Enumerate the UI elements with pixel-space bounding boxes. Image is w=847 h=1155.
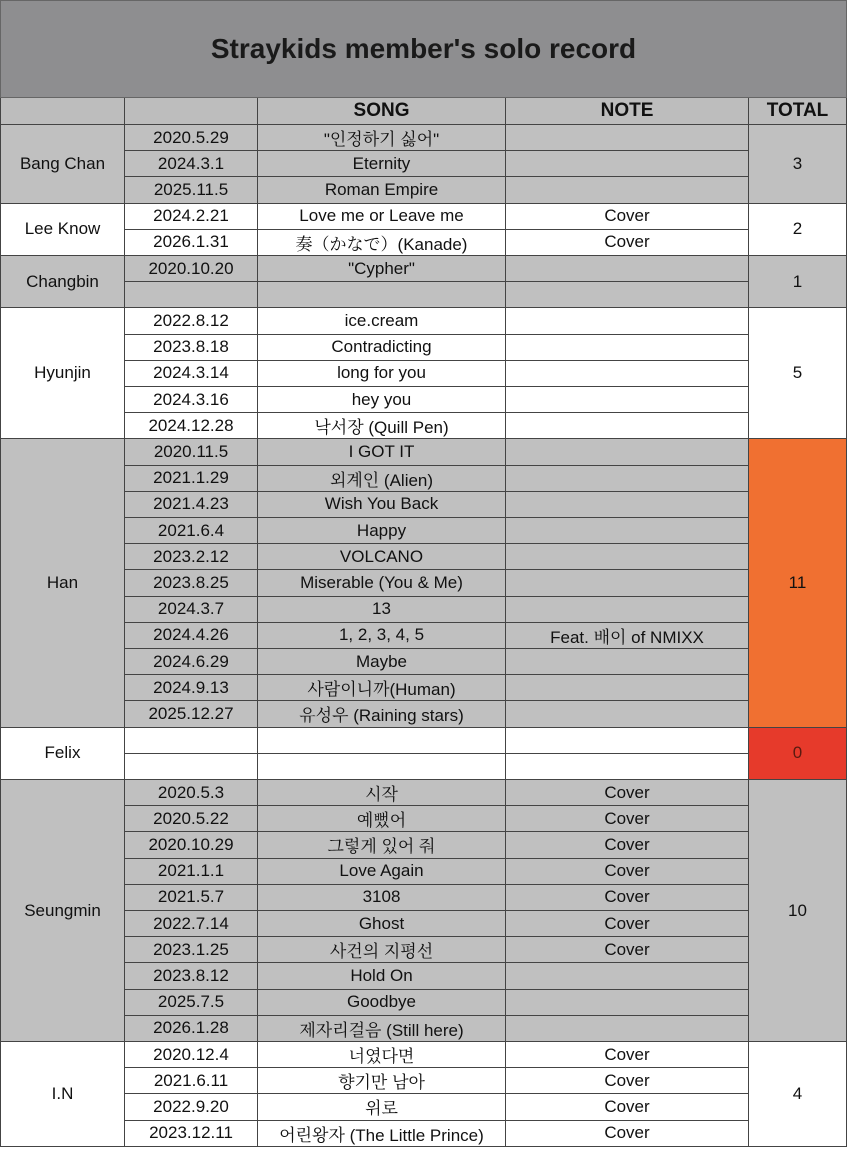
- song-title: 그렇게 있어 줘: [258, 832, 506, 858]
- release-date: 2024.12.28: [125, 413, 258, 439]
- song-note: [506, 335, 749, 361]
- song-note: [506, 308, 749, 334]
- song-title: 1, 2, 3, 4, 5: [258, 623, 506, 649]
- member-name: Hyunjin: [0, 308, 125, 439]
- song-note: Cover: [506, 937, 749, 963]
- song-title: Miserable (You & Me): [258, 570, 506, 596]
- song-title: 너였다면: [258, 1042, 506, 1068]
- release-date: 2022.8.12: [125, 308, 258, 334]
- song-note: [506, 570, 749, 596]
- song-title: Contradicting: [258, 335, 506, 361]
- song-note: [506, 728, 749, 754]
- song-note: [506, 256, 749, 282]
- song-note: [506, 492, 749, 518]
- song-title: 외계인 (Alien): [258, 466, 506, 492]
- song-note: [506, 387, 749, 413]
- song-title: 제자리걸음 (Still here): [258, 1016, 506, 1042]
- header-note: NOTE: [506, 98, 749, 125]
- release-date: 2020.5.29: [125, 125, 258, 151]
- song-title: [258, 282, 506, 308]
- header-total: TOTAL: [749, 98, 847, 125]
- release-date: 2020.10.20: [125, 256, 258, 282]
- song-note: [506, 177, 749, 203]
- member-total: 2: [749, 204, 847, 256]
- member-total: 1: [749, 256, 847, 308]
- song-note: Cover: [506, 230, 749, 256]
- song-note: Cover: [506, 911, 749, 937]
- member-name: I.N: [0, 1042, 125, 1147]
- member-total: 3: [749, 125, 847, 204]
- song-title: 사람이니까(Human): [258, 675, 506, 701]
- song-title: 낙서장 (Quill Pen): [258, 413, 506, 439]
- song-note: [506, 649, 749, 675]
- song-note: Cover: [506, 859, 749, 885]
- song-note: [506, 413, 749, 439]
- song-note: [506, 963, 749, 989]
- song-title: [258, 728, 506, 754]
- release-date: 2022.7.14: [125, 911, 258, 937]
- member-name: Felix: [0, 728, 125, 780]
- release-date: 2023.12.11: [125, 1121, 258, 1147]
- release-date: 2022.9.20: [125, 1094, 258, 1120]
- release-date: 2021.4.23: [125, 492, 258, 518]
- song-title: Roman Empire: [258, 177, 506, 203]
- release-date: 2024.2.21: [125, 204, 258, 230]
- release-date: 2024.9.13: [125, 675, 258, 701]
- song-title: 향기만 남아: [258, 1068, 506, 1094]
- release-date: 2025.7.5: [125, 990, 258, 1016]
- song-title: 예뻤어: [258, 806, 506, 832]
- song-note: Cover: [506, 832, 749, 858]
- song-title: Eternity: [258, 151, 506, 177]
- song-title: ice.cream: [258, 308, 506, 334]
- song-title: 3108: [258, 885, 506, 911]
- release-date: 2024.3.7: [125, 597, 258, 623]
- release-date: [125, 282, 258, 308]
- song-title: Love me or Leave me: [258, 204, 506, 230]
- song-title: Hold On: [258, 963, 506, 989]
- release-date: 2023.8.18: [125, 335, 258, 361]
- member-name: Changbin: [0, 256, 125, 308]
- song-title: Happy: [258, 518, 506, 544]
- header-date: [125, 98, 258, 125]
- release-date: 2024.3.16: [125, 387, 258, 413]
- header-blank: [0, 98, 125, 125]
- song-note: [506, 439, 749, 465]
- release-date: [125, 728, 258, 754]
- song-title: 시작: [258, 780, 506, 806]
- release-date: 2020.10.29: [125, 832, 258, 858]
- release-date: 2021.1.29: [125, 466, 258, 492]
- song-title: long for you: [258, 361, 506, 387]
- release-date: 2024.3.14: [125, 361, 258, 387]
- member-name: Bang Chan: [0, 125, 125, 204]
- member-name: Han: [0, 439, 125, 727]
- release-date: 2023.1.25: [125, 937, 258, 963]
- release-date: 2021.5.7: [125, 885, 258, 911]
- member-total: 10: [749, 780, 847, 1042]
- song-note: Cover: [506, 1121, 749, 1147]
- member-total: 4: [749, 1042, 847, 1147]
- song-title: hey you: [258, 387, 506, 413]
- release-date: 2025.11.5: [125, 177, 258, 203]
- release-date: 2024.3.1: [125, 151, 258, 177]
- song-title: 어린왕자 (The Little Prince): [258, 1121, 506, 1147]
- song-title: [258, 754, 506, 780]
- song-title: Maybe: [258, 649, 506, 675]
- song-title: 13: [258, 597, 506, 623]
- release-date: [125, 754, 258, 780]
- release-date: 2021.1.1: [125, 859, 258, 885]
- release-date: 2023.8.12: [125, 963, 258, 989]
- song-note: [506, 754, 749, 780]
- song-note: [506, 701, 749, 727]
- member-name: Lee Know: [0, 204, 125, 256]
- release-date: 2024.6.29: [125, 649, 258, 675]
- song-title: 위로: [258, 1094, 506, 1120]
- song-title: "Cypher": [258, 256, 506, 282]
- song-note: [506, 151, 749, 177]
- release-date: 2020.12.4: [125, 1042, 258, 1068]
- song-note: Cover: [506, 806, 749, 832]
- song-note: [506, 597, 749, 623]
- song-note: Cover: [506, 204, 749, 230]
- release-date: 2021.6.4: [125, 518, 258, 544]
- song-note: Cover: [506, 780, 749, 806]
- song-note: [506, 518, 749, 544]
- member-name: Seungmin: [0, 780, 125, 1042]
- song-title: VOLCANO: [258, 544, 506, 570]
- release-date: 2020.11.5: [125, 439, 258, 465]
- song-note: [506, 990, 749, 1016]
- song-note: Cover: [506, 1068, 749, 1094]
- release-date: 2020.5.3: [125, 780, 258, 806]
- song-note: Cover: [506, 1094, 749, 1120]
- song-note: [506, 466, 749, 492]
- song-note: Cover: [506, 1042, 749, 1068]
- song-title: Wish You Back: [258, 492, 506, 518]
- song-note: Cover: [506, 885, 749, 911]
- release-date: 2023.8.25: [125, 570, 258, 596]
- release-date: 2023.2.12: [125, 544, 258, 570]
- release-date: 2024.4.26: [125, 623, 258, 649]
- song-note: [506, 675, 749, 701]
- member-total: 5: [749, 308, 847, 439]
- song-note: Feat. 배이 of NMIXX: [506, 623, 749, 649]
- song-note: [506, 125, 749, 151]
- song-title: Goodbye: [258, 990, 506, 1016]
- release-date: 2021.6.11: [125, 1068, 258, 1094]
- release-date: 2026.1.31: [125, 230, 258, 256]
- song-title: 유성우 (Raining stars): [258, 701, 506, 727]
- song-note: [506, 282, 749, 308]
- release-date: 2026.1.28: [125, 1016, 258, 1042]
- song-title: 사건의 지평선: [258, 937, 506, 963]
- song-title: Ghost: [258, 911, 506, 937]
- page-title: Straykids member's solo record: [210, 33, 637, 64]
- song-note: [506, 361, 749, 387]
- song-title: "인정하기 싫어": [258, 125, 506, 151]
- song-title: I GOT IT: [258, 439, 506, 465]
- song-note: [506, 1016, 749, 1042]
- release-date: 2020.5.22: [125, 806, 258, 832]
- release-date: 2025.12.27: [125, 701, 258, 727]
- header-song: SONG: [258, 98, 506, 125]
- song-title: Love Again: [258, 859, 506, 885]
- member-total: 11: [749, 439, 847, 727]
- song-title: 奏（かなで）(Kanade): [258, 230, 506, 256]
- song-note: [506, 544, 749, 570]
- member-total: 0: [749, 728, 847, 780]
